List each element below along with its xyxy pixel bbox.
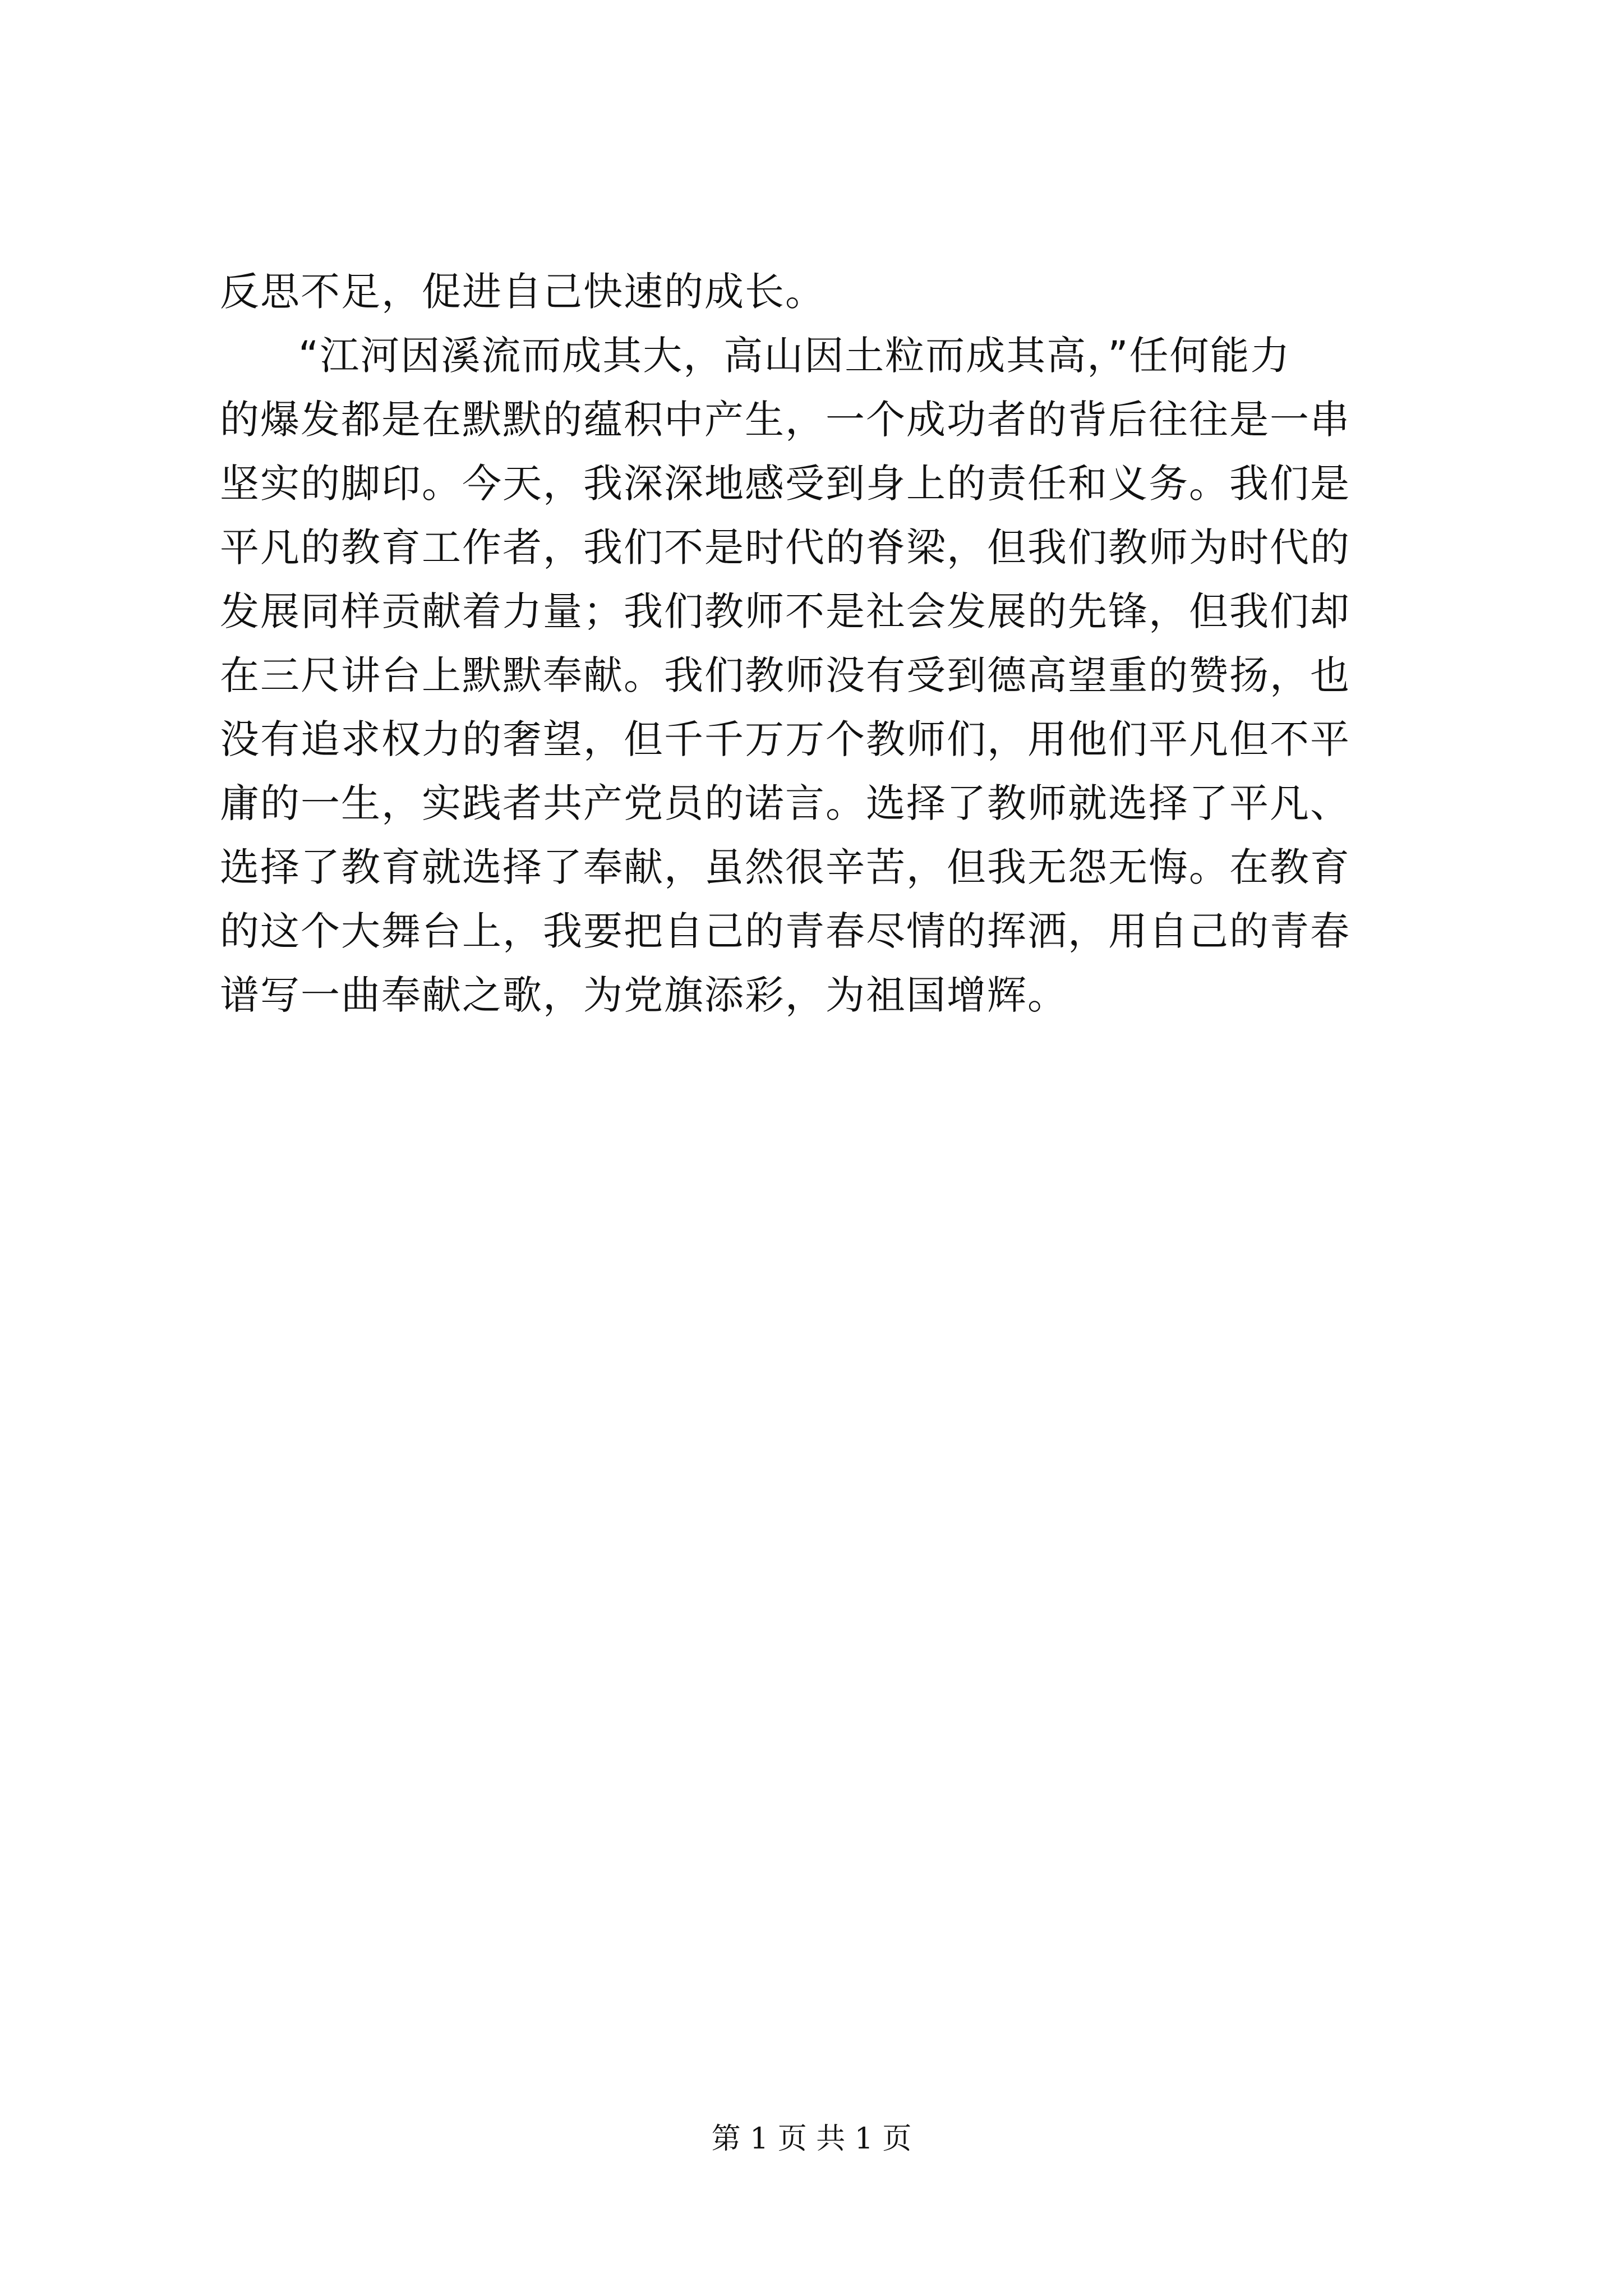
- page-number-footer: 第 1 页 共 1 页: [711, 2122, 912, 2156]
- text-line: 的爆发都是在默默的蕴积中产生，一个成功者的背后往往是一串: [220, 397, 1350, 443]
- text-line: 坚实的脚印。今天，我深深地感受到身上的责任和义务。我们是: [220, 461, 1350, 507]
- paragraph-first-line: “江河因溪流而成其大，高山因土粒而成其高，”任何能力: [298, 333, 1291, 379]
- text-line: 发展同样贡献着力量；我们教师不是社会发展的先锋，但我们却: [220, 588, 1350, 634]
- text-line: 谱写一曲奉献之歌，为党旗添彩，为祖国增辉。: [220, 972, 1068, 1018]
- text-line: 反思不足，促进自己快速的成长。: [220, 269, 826, 315]
- text-line: 庸的一生，实践者共产党员的诺言。选择了教师就选择了平凡、: [220, 780, 1350, 826]
- text-line: 在三尺讲台上默默奉献。我们教师没有受到德高望重的赞扬，也: [220, 652, 1350, 698]
- text-line: 的这个大舞台上，我要把自己的青春尽情的挥洒，用自己的青春: [220, 908, 1350, 954]
- text-line: 没有追求权力的奢望，但千千万万个教师们，用他们平凡但不平: [220, 716, 1350, 762]
- body-text: [220, 264, 1426, 1031]
- text-line: 平凡的教育工作者，我们不是时代的脊梁，但我们教师为时代的: [220, 524, 1350, 570]
- text-line: 选择了教育就选择了奉献，虽然很辛苦，但我无怨无悔。在教育: [220, 844, 1350, 890]
